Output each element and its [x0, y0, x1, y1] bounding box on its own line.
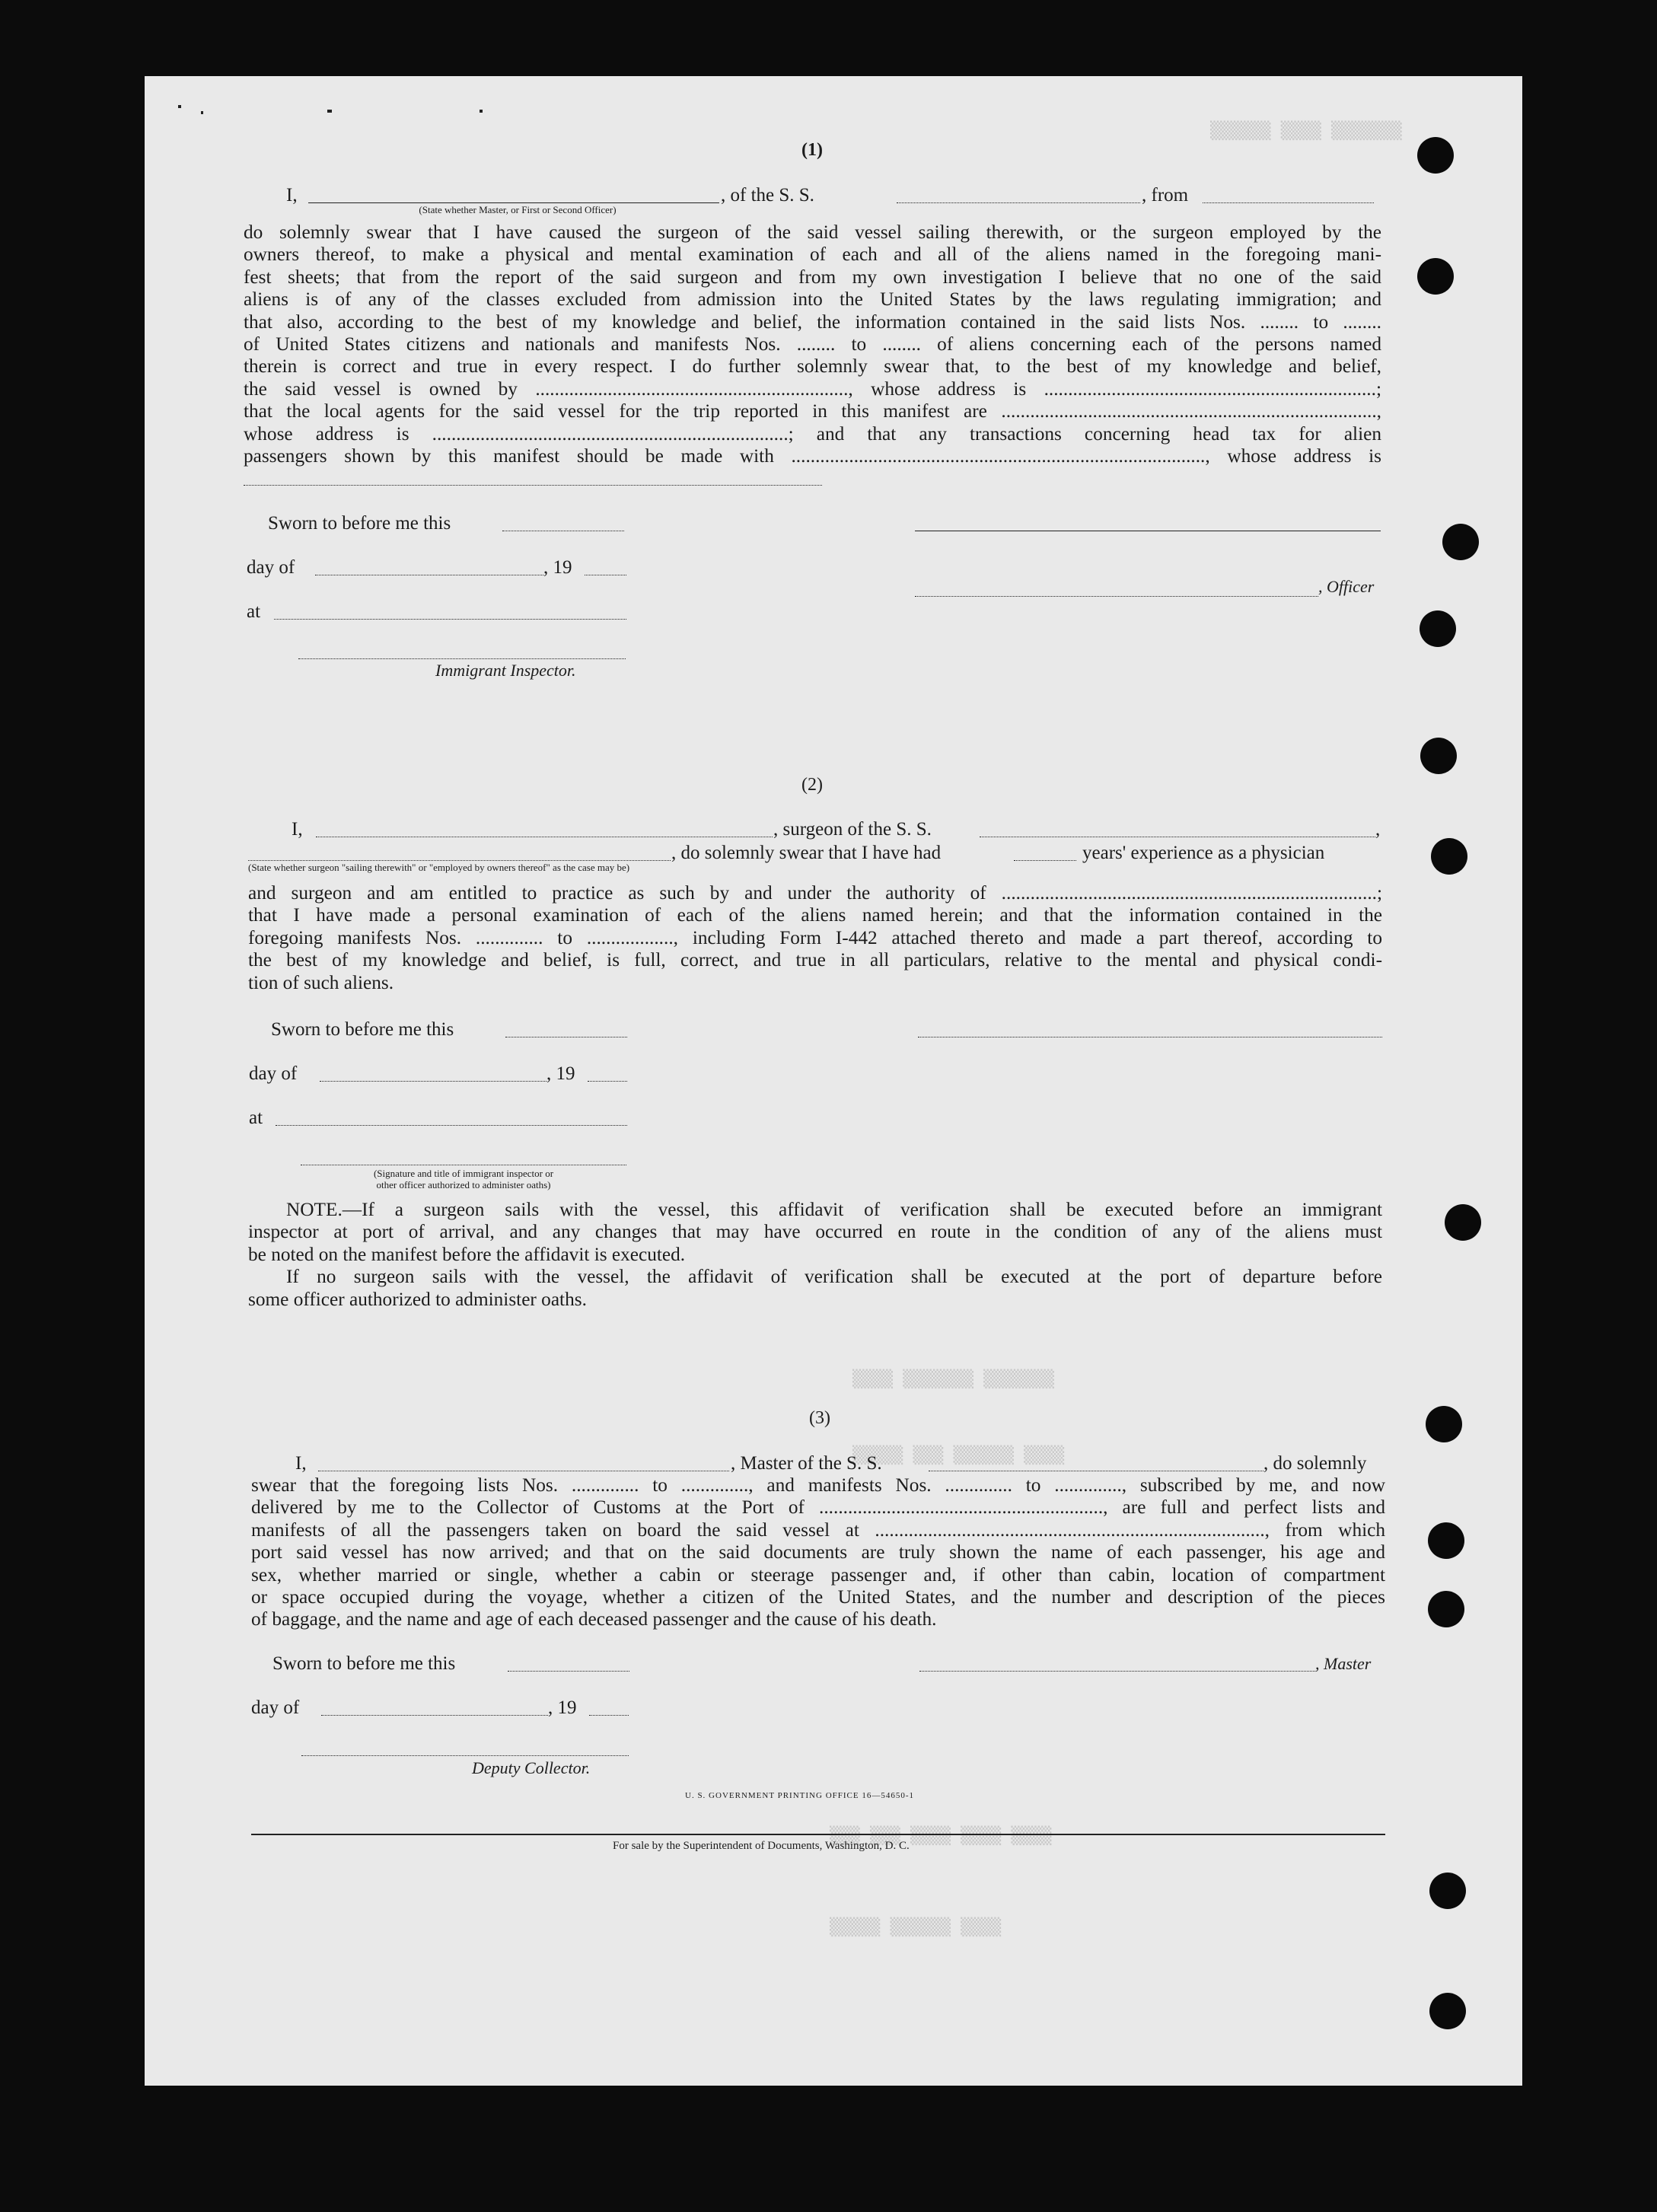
section-2-year: , 19 [546, 1063, 575, 1084]
section-3-solemnly: , do solemnly [1263, 1453, 1367, 1474]
master-label: , Master [1315, 1654, 1372, 1673]
section-1-from: , from [1142, 185, 1189, 206]
vessel-name-line [897, 202, 1140, 203]
bleed-through-text: ▒▒▒▒ ▒▒▒▒▒▒▒ ▒▒▒▒▒▒▒ [852, 1370, 1054, 1389]
punch-hole [1426, 1406, 1462, 1442]
section-1-year: , 19 [543, 557, 572, 578]
section-2-oath-text: and surgeon and am entitled to practice as such by and under the authority of ..............................................................................; that I have made a personal examination of each of the aliens named herein; and that the information contained in the foregoing manifests Nos. .............. to .................., including Form I-442 attached thereto and made a part thereof, according to the best of my knowledge and belief, is full, correct, and true in all particulars, relative to the mental and physical condi- tion of such aliens. [248, 882, 1382, 993]
bleed-through-text: ▒▒▒ ▒▒▒ ▒▒▒▒ ▒▒▒▒ ▒▒▒▒ [830, 1827, 1052, 1846]
bleed-through-text: ▒▒▒▒▒ ▒▒▒ ▒▒▒▒▒▒ ▒▒▒▒ [852, 1446, 1065, 1465]
section-3-number: (3) [809, 1408, 830, 1428]
section-1-title-note: (State whether Master, or First or Second Officer) [419, 204, 617, 215]
signature-note-1: (Signature and title of immigrant inspector or [373, 1168, 554, 1179]
bleed-through-text: ▒▒▒▒▒ ▒▒▒▒▒▒ ▒▒▒▒ [830, 1918, 1002, 1937]
section-2-i: I, [292, 819, 303, 840]
section-1-of-ss: , of the S. S. [721, 185, 814, 206]
inspector-signature-line [298, 658, 626, 659]
punch-hole [1429, 1873, 1466, 1909]
officer-signature-line-2 [915, 596, 1318, 597]
section-1-i: I, [286, 185, 298, 206]
section-1-at: at [247, 601, 261, 622]
section-2-comma: , [1375, 819, 1381, 840]
punch-hole [1445, 1204, 1481, 1241]
officer-title-line [308, 202, 719, 203]
footer-rule [251, 1834, 1385, 1835]
section-2-day-line [320, 1081, 546, 1082]
bleed-through-text: ▒▒▒▒▒▒ ▒▒▒▒ ▒▒▒▒▒▒▒ [1210, 122, 1402, 141]
section-2-at: at [249, 1108, 263, 1128]
section-1-sworn: Sworn to before me this [268, 513, 451, 534]
section-2-note: NOTE.—If a surgeon sails with the vessel, this affidavit of verification shall be executed before an immigrant inspector at port of arrival, and any changes that may have occurred en route in the condition of any of the aliens must be noted on the manifest before the affidavit is executed. If no surgeon sails with the vessel, the affidavit of verification shall be executed at the port of departure before some officer authorized to administer oaths. [248, 1199, 1382, 1310]
section-1-at-line [274, 619, 626, 620]
section-2-sworn: Sworn to before me this [271, 1019, 454, 1040]
section-1-number: (1) [801, 140, 823, 160]
punch-hole [1428, 1591, 1464, 1627]
printing-office-line: U. S. GOVERNMENT PRINTING OFFICE 16—54650-1 [685, 1791, 915, 1800]
ink-speck [480, 110, 483, 113]
section-3-day-line [321, 1715, 548, 1716]
for-sale-line: For sale by the Superintendent of Documents, Washington, D. C. [613, 1840, 910, 1852]
section-3-day-of: day of [251, 1697, 300, 1718]
section-3-master-of: , Master of the S. S. [731, 1453, 882, 1474]
punch-hole [1417, 137, 1454, 174]
section-3-sworn: Sworn to before me this [272, 1653, 456, 1674]
punch-hole [1417, 258, 1454, 295]
ink-speck [327, 110, 332, 113]
punch-hole [1429, 1993, 1466, 2029]
section-3-i: I, [295, 1453, 307, 1474]
section-1-oath-text: do solemnly swear that I have caused the surgeon of the said vessel sailing therewith, or the surgeon employed by the owners thereof, to make a physical and mental examination of each and all of the aliens named in the foregoing mani- fest sheets; that from the report of the said surgeon and from my own investigation I believe that no one of the said aliens is of any of the classes excluded from admission into the United States by the laws regulating immigration; and that also, according to the best of my knowledge and belief, the information contained in the said lists Nos. ........ to ........ of United States citizens and nationals and manifests Nos. ........ to ........ of aliens concerning each of the persons named therein is correct and true in every respect. I do further solemnly swear that, to the best of my knowledge and belief, the said vessel is owned by ................................................................., whose address is .....................................................................; that the local agents for the said vessel for the trip reported in this manifest are .............................................................................., whose address is ..........................................................................; and that any transactions concerning head tax for alien passengers shown by this manifest should be made with ......................................................................................, whose address is [244, 222, 1381, 467]
section-2-number: (2) [801, 775, 823, 795]
punch-hole [1431, 838, 1467, 875]
from-port-line [1203, 202, 1374, 203]
section-3-oath-text: swear that the foregoing lists Nos. .............. to .............., and manifests Nos. .............. to .............., subscribed by me, and now delivered by me to the Collector of Customs at the Port of ..........................................................., are full and perfect lists and manifests of all the passengers taken on board the said vessel at ................................................................................., from which port said vessel has now arrived; and that on the said documents are truly shown the name of each passenger, his age and sex, whether married or single, whether a cabin or steerage passenger and, if other than cabin, location of compartment or space occupied during the voyage, whether a citizen of the United States, and the number and description of the pieces of baggage, and the name and age of each deceased passenger and the cause of his death. [251, 1474, 1385, 1630]
years-line [1014, 860, 1076, 861]
section-2-year-line [588, 1081, 627, 1082]
surgeon-status-line [248, 860, 671, 861]
section-2-day-of: day of [249, 1063, 298, 1084]
section-2-years: years' experience as a physician [1082, 843, 1325, 863]
section-2-surgeon-of: , surgeon of the S. S. [773, 819, 932, 840]
section-2-at-line [276, 1125, 627, 1126]
ink-speck [178, 105, 181, 108]
collector-signature-line [301, 1755, 629, 1756]
section-2-swear: , do solemnly swear that I have had [671, 843, 942, 863]
address-continuation-line [244, 485, 822, 486]
section-1-day-of: day of [247, 557, 295, 578]
officer-label: , Officer [1318, 577, 1375, 596]
section-3-year-line [589, 1715, 629, 1716]
punch-hole [1420, 738, 1457, 774]
manifest-back-page [145, 76, 1522, 2086]
punch-hole [1420, 610, 1456, 647]
section-3-year: , 19 [548, 1697, 577, 1718]
signature-note-2: other officer authorized to administer oaths) [376, 1179, 551, 1190]
punch-hole [1428, 1522, 1464, 1559]
master-signature-line [919, 1671, 1315, 1672]
immigrant-inspector-label: Immigrant Inspector. [435, 661, 576, 680]
section-2-status-note: (State whether surgeon "sailing therewith" or "employed by owners thereof" as the case may be) [248, 862, 630, 873]
ink-speck [201, 111, 203, 114]
deputy-collector-label: Deputy Collector. [472, 1758, 591, 1777]
section-3-sworn-line [508, 1671, 629, 1672]
punch-hole [1442, 524, 1479, 560]
